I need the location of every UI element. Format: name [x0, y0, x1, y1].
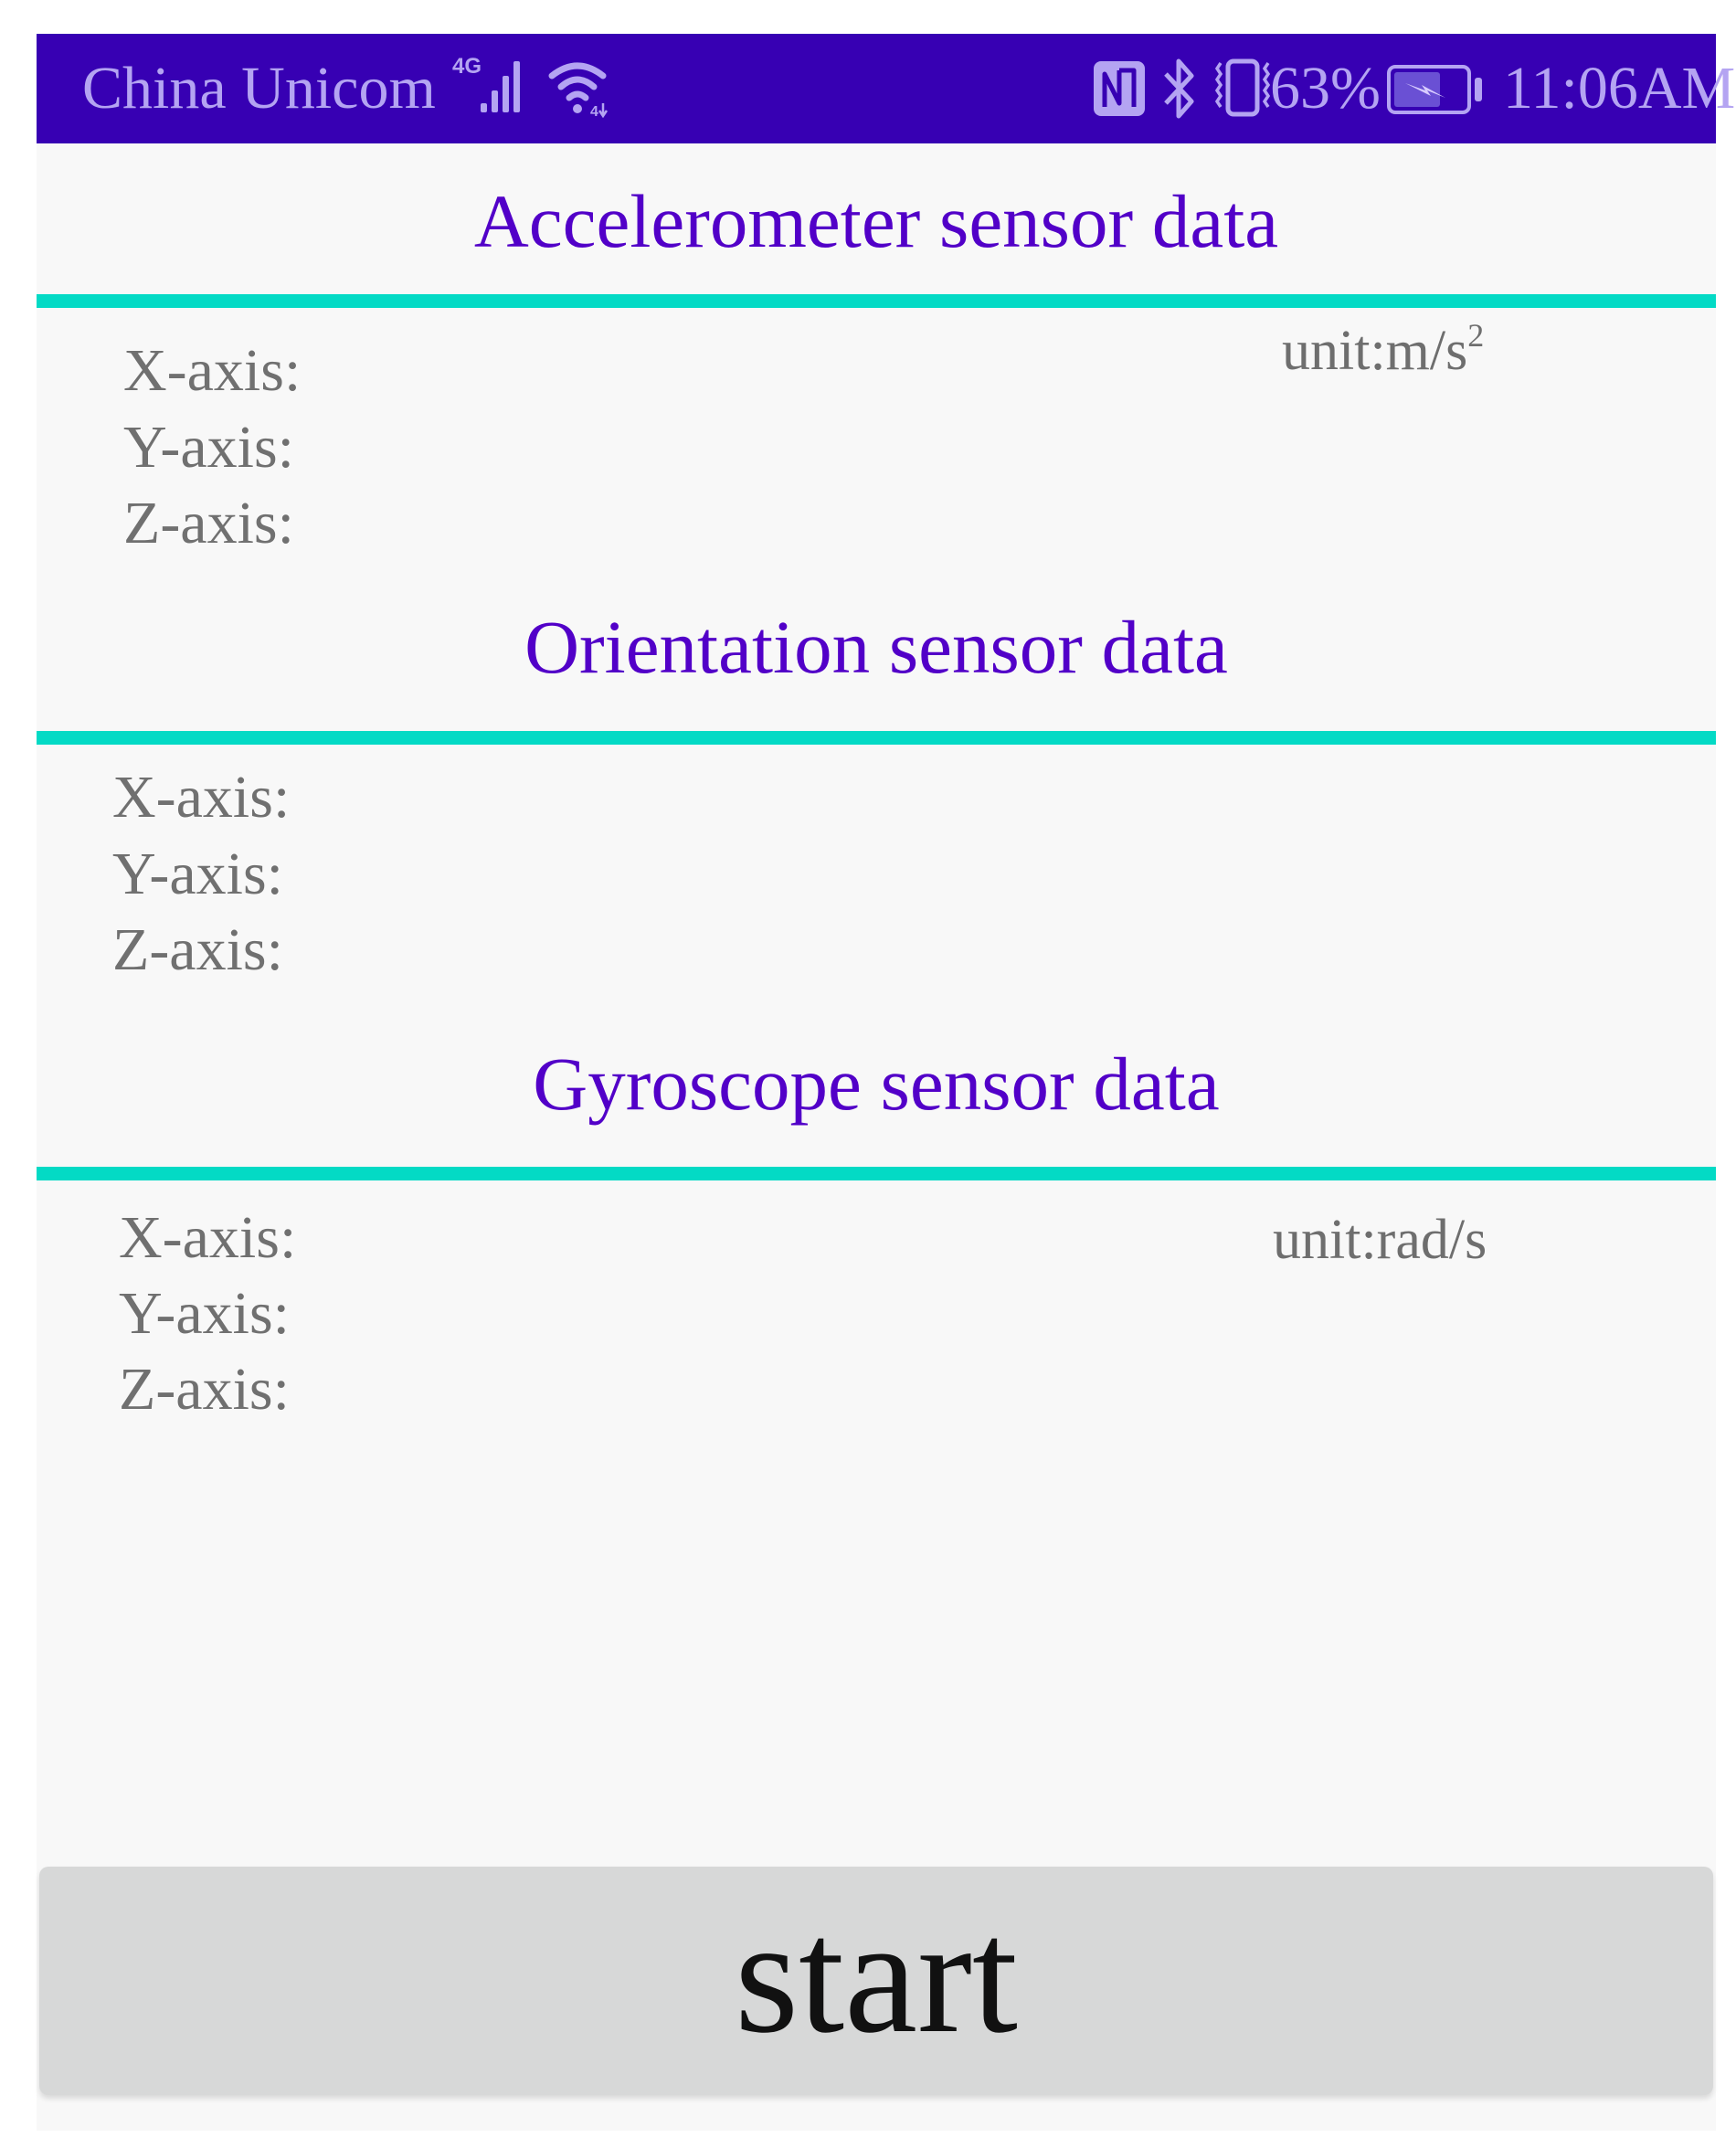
orientation-x-label: X-axis:: [112, 764, 291, 831]
accelerometer-title: Accelerometer sensor data: [473, 179, 1279, 263]
gyroscope-divider: [37, 1167, 1716, 1180]
svg-text:4: 4: [590, 104, 598, 118]
wifi-icon: [548, 59, 614, 118]
unit-text: unit:m/s: [1282, 320, 1468, 382]
network-type-label: 4G: [452, 54, 482, 79]
status-bar: [37, 34, 1736, 143]
orientation-y-label: Y-axis:: [112, 841, 283, 907]
orientation-divider: [37, 731, 1716, 745]
gyroscope-z-label: Z-axis:: [119, 1356, 290, 1423]
unit-superscript: 2: [1467, 317, 1485, 354]
orientation-title: Orientation sensor data: [524, 605, 1228, 689]
carrier-name: China Unicom: [82, 55, 436, 122]
battery-percent: 63%: [1270, 55, 1381, 122]
gyroscope-x-label: X-axis:: [119, 1204, 297, 1271]
bluetooth-icon: [1162, 56, 1195, 122]
gyroscope-unit: unit:rad/s: [1273, 1209, 1487, 1271]
start-button[interactable]: [39, 1867, 1713, 2095]
gyroscope-title: Gyroscope sensor data: [533, 1042, 1220, 1126]
vibrate-icon: [1215, 58, 1276, 120]
clock-time: 11:06AM: [1503, 55, 1736, 122]
start-button-label: start: [735, 1884, 1018, 2067]
accelerometer-unit: [1282, 317, 1485, 382]
accelerometer-y-label: Y-axis:: [123, 414, 294, 481]
nfc-icon: [1094, 61, 1145, 116]
accelerometer-z-label: Z-axis:: [123, 490, 294, 556]
accelerometer-divider: [37, 294, 1716, 308]
gyroscope-y-label: Y-axis:: [119, 1280, 290, 1347]
battery-charging-icon: [1387, 63, 1484, 116]
orientation-z-label: Z-axis:: [112, 916, 283, 983]
signal-icon: [481, 61, 523, 116]
app-screen: [37, 34, 1736, 2131]
accelerometer-x-label: X-axis:: [123, 337, 302, 404]
